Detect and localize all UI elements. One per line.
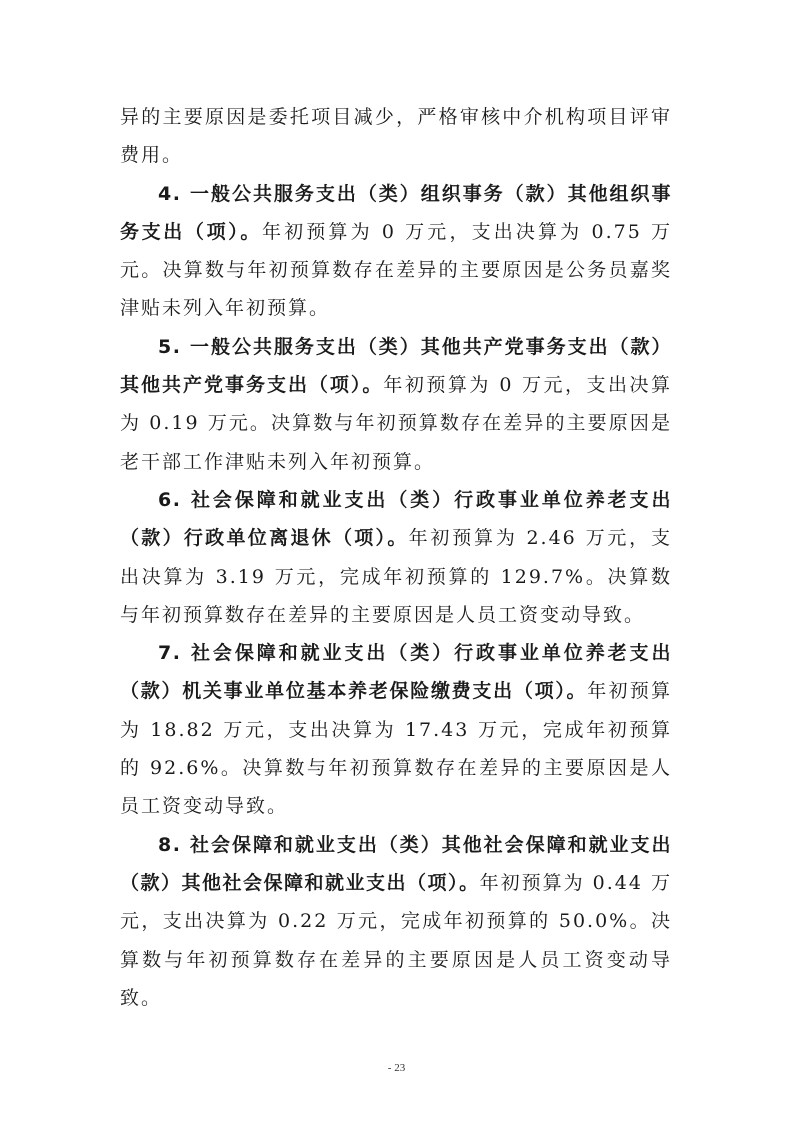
paragraph-item-4 (120, 175, 672, 328)
paragraph-body: 年初预算为 0.44 万元，支出决算为 0.22 万元，完成年初预算的 50.0%。决算数与年初预算数存在差异的主要原因是人员工资变动导致。 (120, 871, 672, 1009)
paragraph-heading: 8. 社会保障和就业支出（类）其他社会保障和就业支出（款）其他社会保障和就业支出（项）。 (120, 833, 672, 894)
paragraph-body: 年初预算为 2.46 万元，支出决算为 3.19 万元，完成年初预算的 129.7%。决算数与年初预算数存在差异的主要原因是人员工资变动导致。 (120, 527, 672, 626)
paragraph-item-8 (120, 826, 672, 1017)
paragraph-item-5 (120, 328, 672, 481)
paragraph-heading: 7. 社会保障和就业支出（类）行政事业单位养老支出（款）机关事业单位基本养老保险缴费支出（项）。 (120, 642, 672, 703)
paragraph-body: 年初预算为 0 万元，支出决算为 0.75 万元。决算数与年初预算数存在差异的主要原因是公务员嘉奖津贴未列入年初预算。 (120, 220, 672, 320)
paragraph-body: 年初预算为 0 万元，支出决算为 0.19 万元。决算数与年初预算数存在差异的主要原因是老干部工作津贴未列入年初预算。 (120, 374, 672, 473)
paragraph-heading: 4. 一般公共服务支出（类）组织事务（款）其他组织事务支出（项）。 (120, 182, 672, 243)
paragraph-body: 异的主要原因是委托项目减少，严格审核中介机构项目评审费用。 (120, 106, 672, 167)
paragraph-item-7 (120, 634, 672, 825)
page-number: - 23 (387, 1062, 406, 1074)
paragraph-heading: 6. 社会保障和就业支出（类）行政事业单位养老支出（款）行政单位离退休（项）。 (120, 488, 672, 550)
paragraph-item-6 (120, 481, 672, 634)
paragraph-heading: 5. 一般公共服务支出（类）其他共产党事务支出（款）其他共产党事务支出（项）。 (120, 335, 672, 397)
page-content (120, 98, 672, 1017)
paragraph-continuation (120, 98, 672, 175)
paragraph-body: 年初预算为 18.82 万元，支出决算为 17.43 万元，完成年初预算的 92.6%。决算数与年初预算数存在差异的主要原因是人员工资变动导致。 (120, 680, 672, 818)
